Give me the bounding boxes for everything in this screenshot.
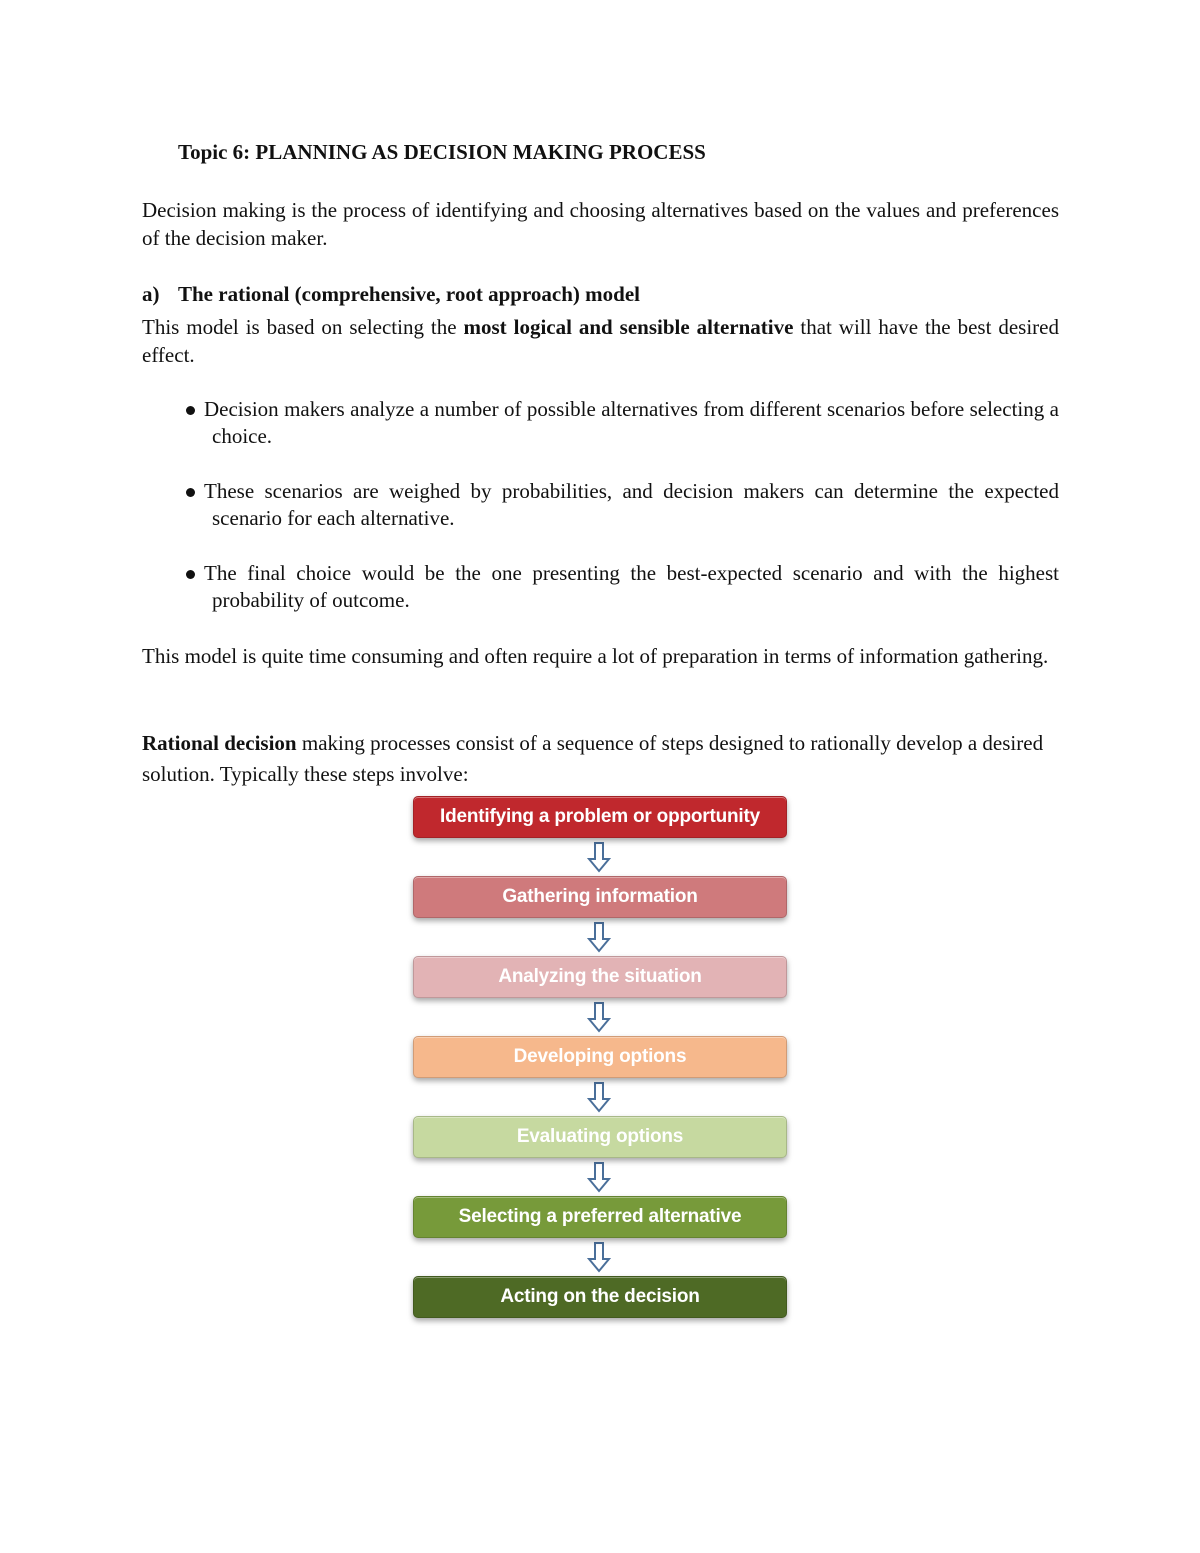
- intro-paragraph: Decision making is the process of identifying and choosing alternatives based on the values and preferences of the decision maker.: [142, 198, 1059, 250]
- bullet-text: Decision makers analyze a number of possible alternatives from different scenarios before selecting a choice.: [204, 397, 1059, 448]
- down-arrow-icon: [413, 838, 785, 876]
- rational-paragraph: [142, 728, 1059, 790]
- down-arrow-icon: [413, 918, 785, 956]
- section-a-marker: a): [142, 282, 160, 306]
- bullet-dot-icon: [186, 406, 195, 415]
- flow-step-analyzing: Analyzing the situation: [413, 956, 787, 998]
- section-a-body-start: This model is based on selecting the: [142, 315, 464, 339]
- bullet-list: [142, 396, 1059, 642]
- flow-step-identifying: Identifying a problem or opportunity: [413, 796, 787, 838]
- closing-paragraph: This model is quite time consuming and often require a lot of preparation in terms of information gathering.: [142, 644, 1049, 668]
- list-item: [142, 396, 1059, 450]
- bullet-dot-icon: [186, 488, 195, 497]
- bullet-text: These scenarios are weighed by probabilities, and decision makers can determine the expected scenario for each alternative.: [204, 479, 1059, 530]
- flow-step-selecting: Selecting a preferred alternative: [413, 1196, 787, 1238]
- section-a-body-bold: most logical and sensible alternative: [463, 315, 794, 339]
- down-arrow-icon: [413, 998, 785, 1036]
- flow-step-developing: Developing options: [413, 1036, 787, 1078]
- decision-flowchart: [405, 796, 795, 1318]
- down-arrow-icon: [413, 1158, 785, 1196]
- flow-step-evaluating: Evaluating options: [413, 1116, 787, 1158]
- list-item: [142, 560, 1059, 614]
- bullet-dot-icon: [186, 570, 195, 579]
- section-a-body-end: that will have the best desired effect.: [142, 315, 1059, 367]
- rational-bold: Rational decision: [142, 731, 297, 755]
- bullet-text: The final choice would be the one presenting the best-expected scenario and with the highest probability of outcome.: [204, 561, 1059, 612]
- flow-step-acting: Acting on the decision: [413, 1276, 787, 1318]
- page-title: Topic 6: PLANNING AS DECISION MAKING PROCESS: [178, 140, 706, 164]
- down-arrow-icon: [413, 1078, 785, 1116]
- section-a-heading: [142, 282, 640, 307]
- rational-rest: making processes consist of a sequence of steps designed to rationally develop a desired solution. Typically these steps involve:: [142, 731, 1044, 786]
- down-arrow-icon: [413, 1238, 785, 1276]
- section-a-body: [142, 313, 1059, 369]
- section-a-title: The rational (comprehensive, root approach) model: [178, 282, 640, 306]
- list-item: [142, 478, 1059, 532]
- flow-step-gathering: Gathering information: [413, 876, 787, 918]
